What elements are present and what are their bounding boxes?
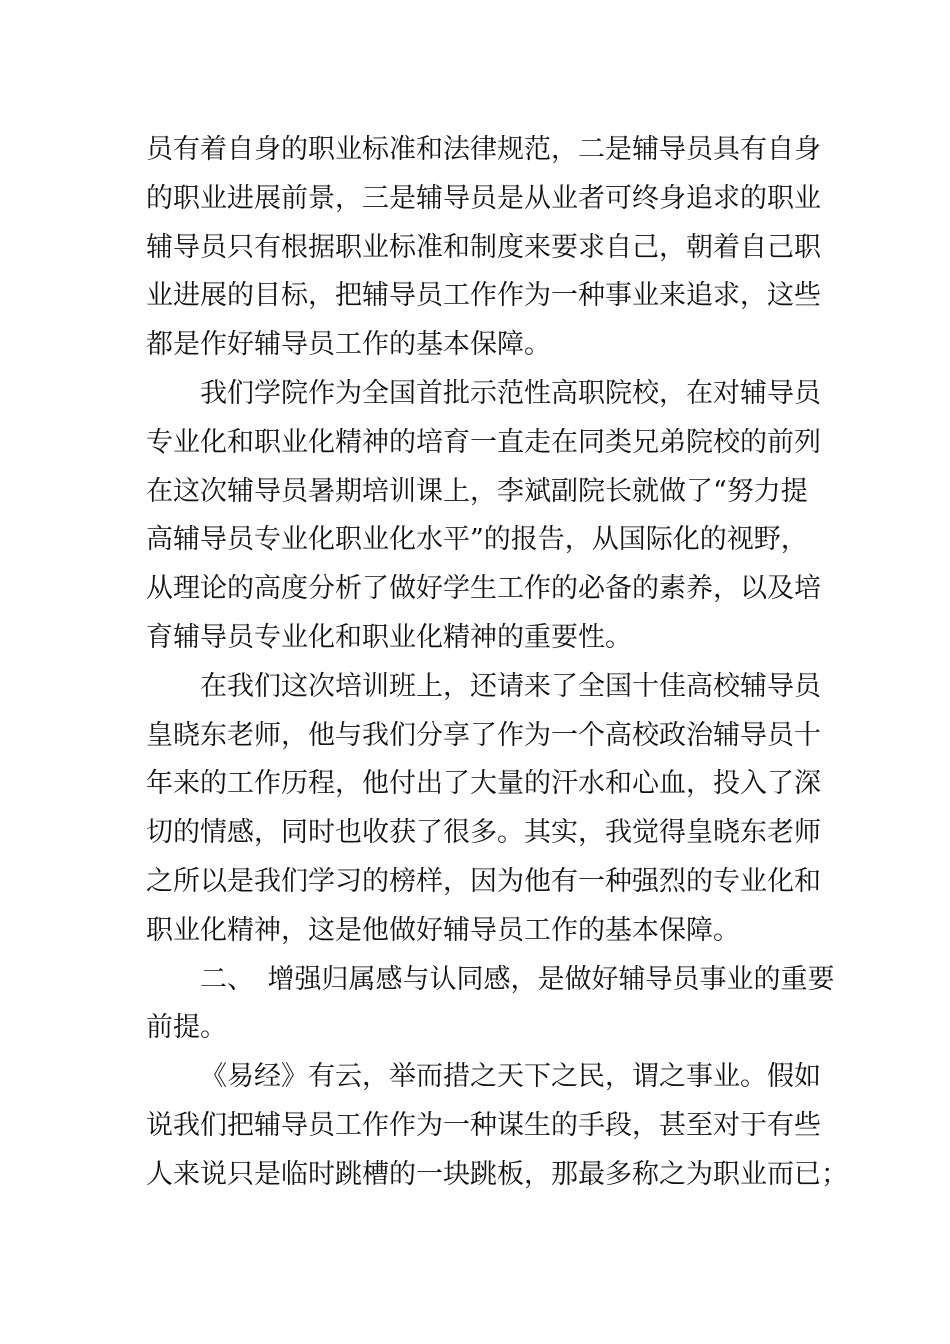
text-line: 前提。	[146, 1012, 227, 1044]
text-line: 从理论的高度分析了做好学生工作的必备的素养，以及培	[146, 573, 821, 605]
text-line: 育辅导员专业化和职业化精神的重要性。	[146, 621, 632, 653]
text-line: 都是作好辅导员工作的基本保障。	[146, 329, 551, 361]
document-body-text	[146, 126, 848, 1200]
text-line: 高辅导员专业化职业化水平”的报告，从国际化的视野，	[146, 524, 808, 556]
text-line: 辅导员只有根据职业标准和制度来要求自己，朝着自己职	[146, 231, 821, 263]
text-line: 二、 增强归属感与认同感，是做好辅导员事业的重要	[200, 963, 835, 995]
text-line: 我们学院作为全国首批示范性高职院校，在对辅导员	[200, 377, 821, 409]
text-line: 切的情感，同时也收获了很多。其实，我觉得皇晓东老师	[146, 817, 821, 849]
text-line: 业进展的目标，把辅导员工作作为一种事业来追求，这些	[146, 280, 821, 312]
text-line: 在我们这次培训班上，还请来了全国十佳高校辅导员	[200, 670, 821, 702]
text-line: 在这次辅导员暑期培训课上，李斌副院长就做了“努力提	[146, 475, 808, 507]
text-line: 专业化和职业化精神的培育一直走在同类兄弟院校的前列	[146, 426, 821, 458]
text-line: 说我们把辅导员工作作为一种谋生的手段，甚至对于有些	[146, 1109, 821, 1141]
text-line: 职业化精神，这是他做好辅导员工作的基本保障。	[146, 914, 740, 946]
text-line: 之所以是我们学习的榜样，因为他有一种强烈的专业化和	[146, 865, 821, 897]
text-line: 《易经》有云，举而措之天下之民，谓之事业。假如	[200, 1061, 821, 1093]
text-line: 员有着自身的职业标准和法律规范，二是辅导员具有自身	[146, 134, 821, 165]
text-line: 的职业进展前景，三是辅导员是从业者可终身追求的职业	[146, 182, 821, 214]
text-line: 年来的工作历程，他付出了大量的汗水和心血，投入了深	[146, 768, 821, 800]
text-line: 人来说只是临时跳槽的一块跳板，那最多称之为职业而已；	[146, 1158, 848, 1190]
text-line: 皇晓东老师，他与我们分享了作为一个高校政治辅导员十	[146, 719, 821, 751]
